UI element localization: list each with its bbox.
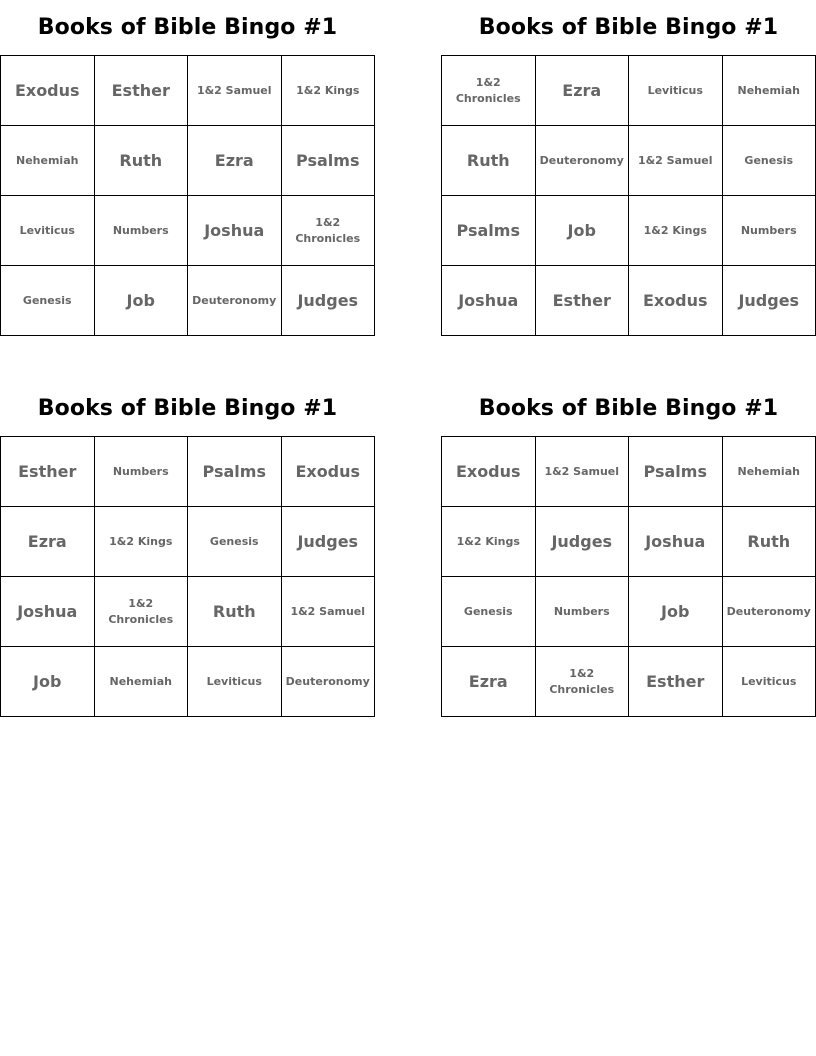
bingo-cell: Deuteronomy — [188, 266, 282, 336]
bingo-cell: 1&2 Samuel — [282, 577, 376, 647]
bingo-cell: Psalms — [282, 126, 376, 196]
bingo-cell: Exodus — [442, 437, 536, 507]
bingo-cell: Ezra — [442, 647, 536, 717]
bingo-grid — [441, 55, 816, 336]
bingo-cell: Judges — [282, 266, 376, 336]
bingo-card-2 — [441, 0, 816, 336]
bingo-cell: Exodus — [629, 266, 723, 336]
bingo-cell: Ruth — [442, 126, 536, 196]
bingo-cell: Joshua — [442, 266, 536, 336]
bingo-cell: 1&2 Chronicles — [95, 577, 189, 647]
bingo-cell: 1&2 Samuel — [188, 56, 282, 126]
bingo-cell: Esther — [95, 56, 189, 126]
bingo-cell: Psalms — [442, 196, 536, 266]
bingo-cell: Nehemiah — [723, 56, 816, 126]
bingo-cell: Judges — [536, 507, 630, 577]
bingo-cell: Job — [1, 647, 95, 717]
bingo-cell: Leviticus — [1, 196, 95, 266]
bingo-cell: Ezra — [1, 507, 95, 577]
bingo-cell: Psalms — [188, 437, 282, 507]
bingo-cell: 1&2 Kings — [95, 507, 189, 577]
bingo-cell: 1&2 Samuel — [629, 126, 723, 196]
bingo-cell: 1&2 Chronicles — [282, 196, 376, 266]
bingo-cell: Joshua — [629, 507, 723, 577]
bingo-cell: Job — [629, 577, 723, 647]
bingo-cell: Joshua — [1, 577, 95, 647]
bingo-cell: Esther — [536, 266, 630, 336]
bingo-cell: Job — [536, 196, 630, 266]
bingo-cell: Genesis — [442, 577, 536, 647]
bingo-cell: Leviticus — [629, 56, 723, 126]
bingo-cell: Numbers — [536, 577, 630, 647]
bingo-cell: Ezra — [536, 56, 630, 126]
bingo-cell: Genesis — [188, 507, 282, 577]
bingo-cell: Deuteronomy — [723, 577, 816, 647]
bingo-cell: 1&2 Kings — [282, 56, 376, 126]
bingo-cell: Ruth — [95, 126, 189, 196]
bingo-cell: Ezra — [188, 126, 282, 196]
bingo-cell: Leviticus — [723, 647, 816, 717]
bingo-cell: Ruth — [188, 577, 282, 647]
bingo-cell: Genesis — [1, 266, 95, 336]
bingo-card-1 — [0, 0, 375, 336]
bingo-card-4 — [441, 381, 816, 717]
bingo-cell: Ruth — [723, 507, 816, 577]
bingo-cell: Esther — [629, 647, 723, 717]
card-title: Books of Bible Bingo #1 — [37, 396, 338, 421]
bingo-cell: Exodus — [282, 437, 376, 507]
bingo-cell: Leviticus — [188, 647, 282, 717]
bingo-grid — [441, 436, 816, 717]
bingo-cell: 1&2 Samuel — [536, 437, 630, 507]
bingo-cell: Numbers — [95, 196, 189, 266]
bingo-cell: Nehemiah — [1, 126, 95, 196]
bingo-card-3 — [0, 381, 375, 717]
bingo-cell: Psalms — [629, 437, 723, 507]
card-title: Books of Bible Bingo #1 — [478, 396, 779, 421]
bingo-cell: Judges — [282, 507, 376, 577]
bingo-cell: Judges — [723, 266, 816, 336]
bingo-cell: 1&2 Kings — [629, 196, 723, 266]
bingo-cell: Joshua — [188, 196, 282, 266]
bingo-cell: 1&2 Chronicles — [442, 56, 536, 126]
bingo-cell: Nehemiah — [723, 437, 816, 507]
bingo-cell: Genesis — [723, 126, 816, 196]
bingo-cell: Exodus — [1, 56, 95, 126]
bingo-cell: Deuteronomy — [282, 647, 376, 717]
card-title: Books of Bible Bingo #1 — [37, 15, 338, 40]
bingo-cell: Numbers — [723, 196, 816, 266]
bingo-cell: Job — [95, 266, 189, 336]
bingo-cell: 1&2 Chronicles — [536, 647, 630, 717]
bingo-cell: Esther — [1, 437, 95, 507]
bingo-grid — [0, 55, 375, 336]
bingo-cell: Deuteronomy — [536, 126, 630, 196]
card-title: Books of Bible Bingo #1 — [478, 15, 779, 40]
bingo-cell: 1&2 Kings — [442, 507, 536, 577]
bingo-cell: Nehemiah — [95, 647, 189, 717]
bingo-grid — [0, 436, 375, 717]
bingo-cell: Numbers — [95, 437, 189, 507]
